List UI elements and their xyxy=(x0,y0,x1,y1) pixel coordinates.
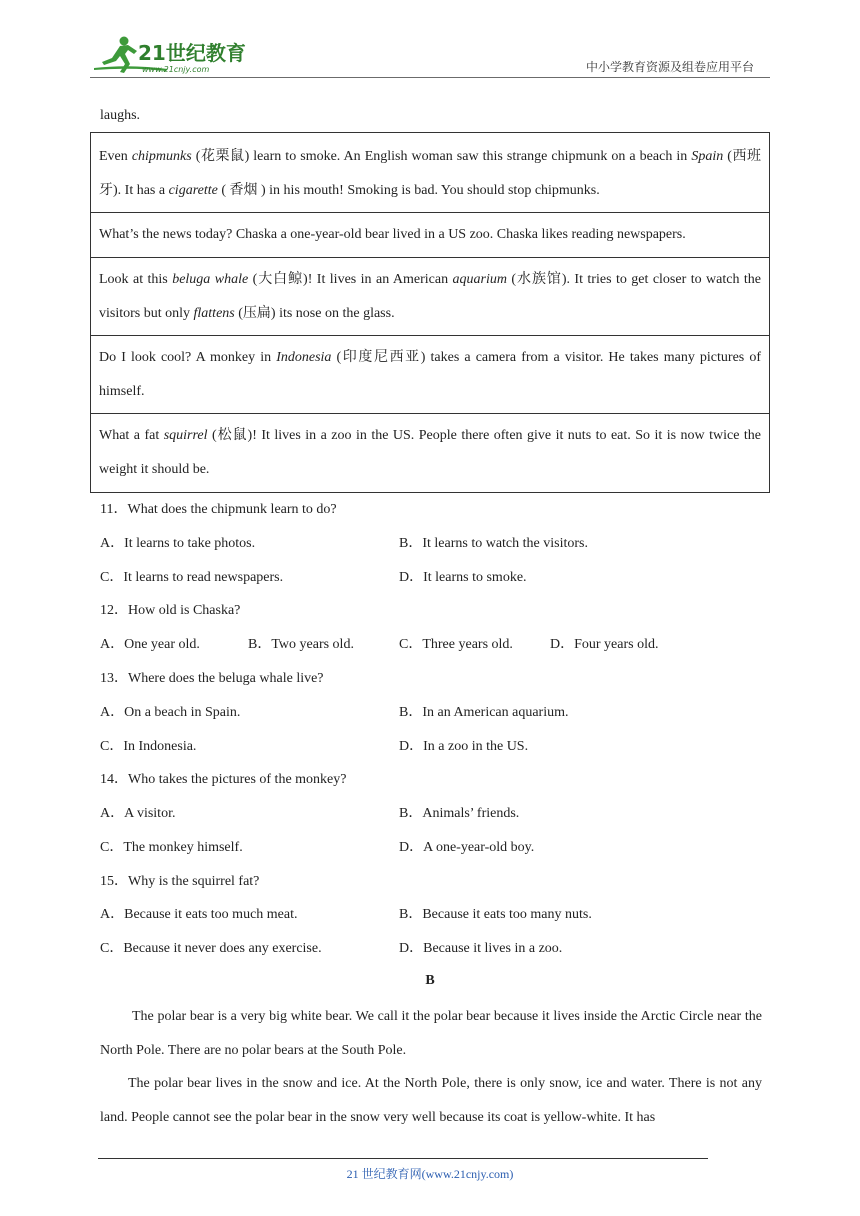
question-13-option-c[interactable]: C．In Indonesia. xyxy=(100,739,197,754)
question-15-option-a[interactable]: A．Because it eats too much meat. xyxy=(100,907,298,922)
news-table xyxy=(90,132,770,493)
page-header xyxy=(90,30,770,78)
question-11-option-a[interactable]: A．It learns to take photos. xyxy=(100,536,256,551)
question-15-option-c[interactable]: C．Because it never does any exercise. xyxy=(100,941,322,956)
question-11-option-c[interactable]: C．It learns to read newspapers. xyxy=(100,570,284,585)
question-13-option-b[interactable]: B．In an American aquarium. xyxy=(399,705,569,720)
question-13-option-a[interactable]: A．On a beach in Spain. xyxy=(100,705,241,720)
footer-link[interactable]: 21 世纪教育网(www.21cnjy.com) xyxy=(346,1167,514,1181)
section-b-paragraph-2: The polar bear lives in the snow and ice. At the North Pole, there is only snow, ice and water. There is not any land. People cannot see the polar bear in the snow very well because its coat is yellow-white. It has xyxy=(100,1076,762,1125)
svg-text:21世纪教育: 21世纪教育 xyxy=(138,41,246,65)
question-12-option-d[interactable]: D．Four years old. xyxy=(550,637,659,652)
question-15-stem: 15．Why is the squirrel fat? xyxy=(100,874,260,889)
question-12-stem: 12．How old is Chaska? xyxy=(100,603,241,618)
question-14-option-c[interactable]: C．The monkey himself. xyxy=(100,840,243,855)
question-13-stem: 13．Where does the beluga whale live? xyxy=(100,671,324,686)
question-14-option-d[interactable]: D．A one-year-old boy. xyxy=(399,840,535,855)
question-12-option-a[interactable]: A．One year old. xyxy=(100,637,200,652)
svg-text:www.21cnjy.com: www.21cnjy.com xyxy=(142,65,210,74)
header-platform-text: 中小学教育资源及组卷应用平台 xyxy=(585,60,754,74)
question-15-option-b[interactable]: B．Because it eats too many nuts. xyxy=(399,907,592,922)
question-11-option-b[interactable]: B．It learns to watch the visitors. xyxy=(399,536,588,551)
question-13-option-d[interactable]: D．In a zoo in the US. xyxy=(399,739,529,754)
question-12-option-c[interactable]: C．Three years old. xyxy=(399,637,513,652)
news-row-chaska: What’s the news today? Chaska a one-year-old bear lived in a US zoo. Chaska likes reading newspapers. xyxy=(91,213,770,258)
question-14-stem: 14．Who takes the pictures of the monkey? xyxy=(100,772,347,787)
news-row-monkey: Do I look cool? A monkey in Indonesia (印度尼西亚) takes a camera from a visitor. He takes many pictures of himself. xyxy=(91,336,770,414)
intro-word: laughs. xyxy=(100,108,141,123)
footer-divider xyxy=(98,1158,708,1159)
question-14-option-b[interactable]: B．Animals’ friends. xyxy=(399,806,520,821)
news-row-beluga: Look at this beluga whale (大白鲸)! It lives in an American aquarium (水族馆). It tries to get closer to watch the visitors but only flattens (压扁) its nose on the glass. xyxy=(91,258,770,336)
news-row-chipmunk: Even chipmunks (花栗鼠) learn to smoke. An English woman saw this strange chipmunk on a beach in Spain (西班牙). It has a cigarette ( 香烟 ) in his mouth! Smoking is bad. You should stop chipmunks. xyxy=(91,133,770,213)
question-15-option-d[interactable]: D．Because it lives in a zoo. xyxy=(399,941,563,956)
question-11-option-d[interactable]: D．It learns to smoke. xyxy=(399,570,527,585)
question-11-stem: 11．What does the chipmunk learn to do? xyxy=(100,502,337,517)
section-b-paragraph-1: The polar bear is a very big white bear. We call it the polar bear because it lives inside the Arctic Circle near the North Pole. There are no polar bears at the South Pole. xyxy=(100,1009,762,1058)
section-b-heading: B xyxy=(425,973,435,988)
site-logo xyxy=(90,32,265,74)
question-12-option-b[interactable]: B．Two years old. xyxy=(248,637,354,652)
news-row-squirrel: What a fat squirrel (松鼠)! It lives in a zoo in the US. People there often give it nuts to eat. So it is now twice the weight it should be. xyxy=(91,414,770,493)
question-14-option-a[interactable]: A．A visitor. xyxy=(100,806,176,821)
